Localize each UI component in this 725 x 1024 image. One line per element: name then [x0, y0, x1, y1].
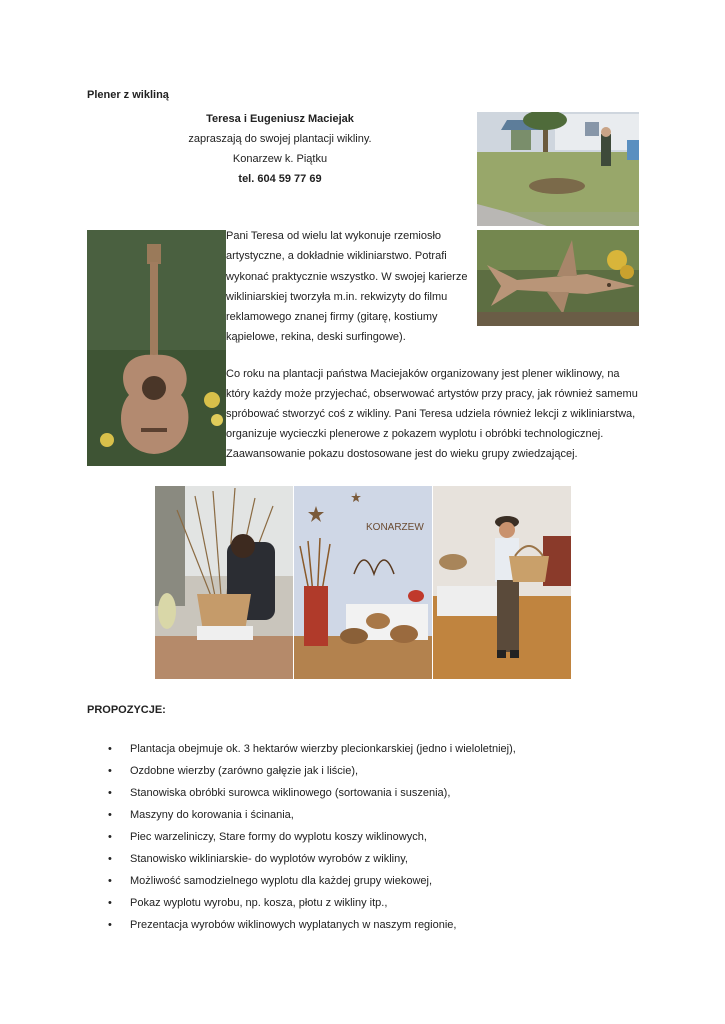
bullet: •	[108, 919, 112, 931]
bullet: •	[108, 853, 112, 865]
photo-man-with-basket	[433, 486, 571, 679]
bullet: •	[108, 743, 112, 755]
photo-wicker-guitar	[87, 230, 226, 466]
photo-garden	[477, 112, 639, 226]
page-heading: Plener z wikliną	[87, 89, 169, 101]
para2-line: który każdy może przyjechać, obserwować artystów przy pracy, jak również samemu	[226, 388, 638, 400]
bullet: •	[108, 787, 112, 799]
para1-line: wykonać praktycznie wszystko. W swojej karierze	[226, 271, 468, 283]
bullet: •	[108, 897, 112, 909]
proposal-item: Możliwość samodzielnego wyplotu dla każdej grupy wiekowej,	[130, 875, 433, 887]
intro-place: Konarzew k. Piątku	[232, 153, 328, 165]
para2-line: spróbować stworzyć coś z wikliny. Pani Teresa udziela również lekcji z wikliniarstwa,	[226, 408, 636, 420]
intro-invite: zapraszają do swojej plantacji wikliny.	[188, 133, 372, 145]
para2-line: Zaawansowanie pokazu dostosowane jest do wieku grupy zwiedzającej.	[226, 448, 578, 460]
bullet: •	[108, 875, 112, 887]
para1-line: Pani Teresa od wielu lat wykonuje rzemiosło	[226, 230, 442, 242]
para1-line: wikliniarskiej tworzyła m.in. rekwizyty do filmu	[226, 291, 448, 303]
para1-line: reklamowego znanej firmy (gitarę, kostiumy	[226, 311, 438, 323]
bullet: •	[108, 809, 112, 821]
proposal-item: Prezentacja wyrobów wiklinowych wyplatanych w naszym regionie,	[130, 919, 457, 931]
para1-line: artystyczne, a dokładnie wikliniarstwo. Potrafi	[226, 250, 447, 262]
proposal-item: Maszyny do korowania i ścinania,	[130, 809, 294, 821]
sign-text: KONARZEW	[366, 522, 424, 533]
proposal-item: Plantacja obejmuje ok. 3 hektarów wierzby plecionkarskiej (jedno i wieloletniej),	[130, 743, 516, 755]
proposal-item: Stanowiska obróbki surowca wiklinowego (sortowania i suszenia),	[130, 787, 451, 799]
photo-wicker-exhibition	[294, 486, 432, 679]
proposals-heading: PROPOZYCJE:	[87, 704, 166, 716]
photo-wicker-shark	[477, 230, 639, 326]
bullet: •	[108, 765, 112, 777]
proposal-item: Ozdobne wierzby (zarówno gałęzie jak i liście),	[130, 765, 359, 777]
para2-line: organizuje wycieczki plenerowe z pokazem wyplotu i obróbki technologicznej.	[226, 428, 604, 440]
proposal-item: Piec warzeliniczy, Stare formy do wyplotu koszy wiklinowych,	[130, 831, 427, 843]
proposal-item: Stanowisko wikliniarskie- do wyplotów wyrobów z wikliny,	[130, 853, 408, 865]
photo-weaving-basket	[155, 486, 293, 679]
bullet: •	[108, 831, 112, 843]
para1-line: kąpielowe, rekina, deski surfingowe).	[226, 331, 406, 343]
para2-line: Co roku na plantacji państwa Maciejaków organizowany jest plener wiklinowy, na	[226, 368, 620, 380]
intro-names: Teresa i Eugeniusz Maciejak	[206, 113, 354, 125]
intro-phone: tel. 604 59 77 69	[238, 173, 322, 185]
proposal-item: Pokaz wyplotu wyrobu, np. kosza, płotu z wikliny itp.,	[130, 897, 388, 909]
